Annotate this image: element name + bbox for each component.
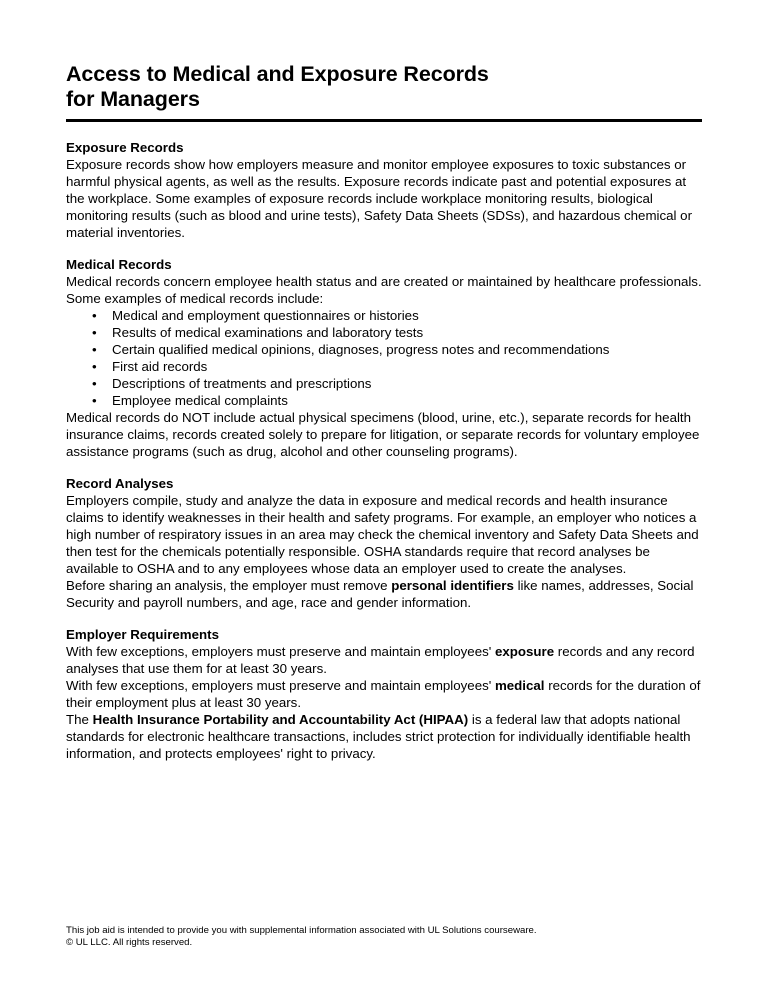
exposure-emphasis: exposure: [494, 644, 555, 659]
list-item-label: Results of medical examinations and laboratory tests: [112, 325, 424, 340]
exposure-text-before: With few exceptions, employers must preserve and maintain employees': [66, 644, 495, 659]
list-item-label: Certain qualified medical opinions, diagnoses, progress notes and recommendations: [112, 342, 610, 357]
bullet-icon: •: [92, 308, 97, 323]
identifiers-text-after: like names, addresses, Social Security and payroll numbers, and age, race and gender information.: [66, 578, 694, 610]
list-item-label: Employee medical complaints: [112, 393, 288, 408]
bullet-icon: •: [92, 342, 97, 357]
medical-emphasis: medical: [494, 678, 545, 693]
hipaa-text-before: The: [66, 712, 93, 727]
list-item-label: First aid records: [112, 359, 208, 374]
identifiers-text-before: Before sharing an analysis, the employer must remove: [66, 578, 392, 593]
document-content: [66, 62, 702, 762]
page-title: [66, 62, 702, 112]
medical-text-before: With few exceptions, employers must preserve and maintain employees': [66, 678, 495, 693]
paragraph-hipaa: [66, 711, 702, 762]
paragraph-record-analyses: Employers compile, study and analyze the data in exposure and medical records and health insurance claims to identify weaknesses in their health and safety programs. For example, an employer who notices a high number of respiratory issues in an area may check the chemical inventory and Safety Data Sheets and then test for the chemicals potentially responsible. OSHA standards require that record analyses be available to OSHA and to any employees whose data an employer used to create the analyses.: [66, 493, 699, 576]
bullet-icon: •: [92, 325, 97, 340]
section-heading-exposure-records: Exposure Records: [66, 140, 184, 155]
hipaa-emphasis: Health Insurance Portability and Accountability Act (HIPAA): [92, 712, 469, 727]
list-item-label: Descriptions of treatments and prescriptions: [112, 376, 372, 391]
paragraph-medical-records-exclusions: Medical records do NOT include actual physical specimens (blood, urine, etc.), separate records for health insurance claims, records created solely to prepare for litigation, or separate records for voluntary employee assistance programs (such as drug, alcohol and other counseling programs).: [66, 410, 700, 459]
paragraph-exposure-records: Exposure records show how employers measure and monitor employee exposures to toxic substances or harmful physical agents, as well as the results. Exposure records indicate past and potential exposures at the workplace. Some examples of exposure records include workplace monitoring results, biological monitoring results (such as blood and urine tests), Safety Data Sheets (SDSs), and hazardous chemical or material inventories.: [66, 157, 692, 240]
list-item: [66, 341, 702, 358]
footer-copyright: © UL LLC. All rights reserved.: [66, 937, 193, 948]
identifiers-emphasis: personal identifiers: [391, 578, 514, 593]
paragraph-personal-identifiers: [66, 577, 702, 611]
list-item: [66, 392, 702, 409]
hipaa-text-after: is a federal law that adopts national standards for electronic healthcare transactions, includes strict protection for individually identifiable health information, and protects employees' right to privacy.: [66, 712, 691, 761]
footer-disclaimer: This job aid is intended to provide you with supplemental information associated with UL Solutions courseware.: [66, 925, 537, 936]
list-item: [66, 358, 702, 375]
exposure-text-after: records and any record analyses that use them for at least 30 years.: [66, 644, 695, 676]
page-footer: [66, 925, 716, 949]
list-item: [66, 375, 702, 392]
medical-records-bullet-list: [66, 307, 702, 409]
section-heading-medical-records: Medical Records: [66, 257, 172, 272]
paragraph-exposure-retention: [66, 643, 702, 677]
list-item: [66, 324, 702, 341]
document-body: [66, 139, 702, 762]
paragraph-medical-records-intro: Medical records concern employee health status and are created or maintained by healthcare professionals. Some examples of medical records include:: [66, 274, 702, 306]
section-heading-record-analyses: Record Analyses: [66, 476, 174, 491]
bullet-icon: •: [92, 376, 97, 391]
title-divider: [66, 119, 702, 122]
list-item-label: Medical and employment questionnaires or histories: [112, 308, 419, 323]
list-item: [66, 307, 702, 324]
medical-text-after: records for the duration of their employment plus at least 30 years.: [66, 678, 701, 710]
bullet-icon: •: [92, 393, 97, 408]
page-title-line-2: for Managers: [66, 87, 200, 111]
paragraph-medical-retention: [66, 677, 702, 711]
section-heading-employer-requirements: Employer Requirements: [66, 627, 219, 642]
page-title-line-1: Access to Medical and Exposure Records: [66, 62, 489, 86]
bullet-icon: •: [92, 359, 97, 374]
